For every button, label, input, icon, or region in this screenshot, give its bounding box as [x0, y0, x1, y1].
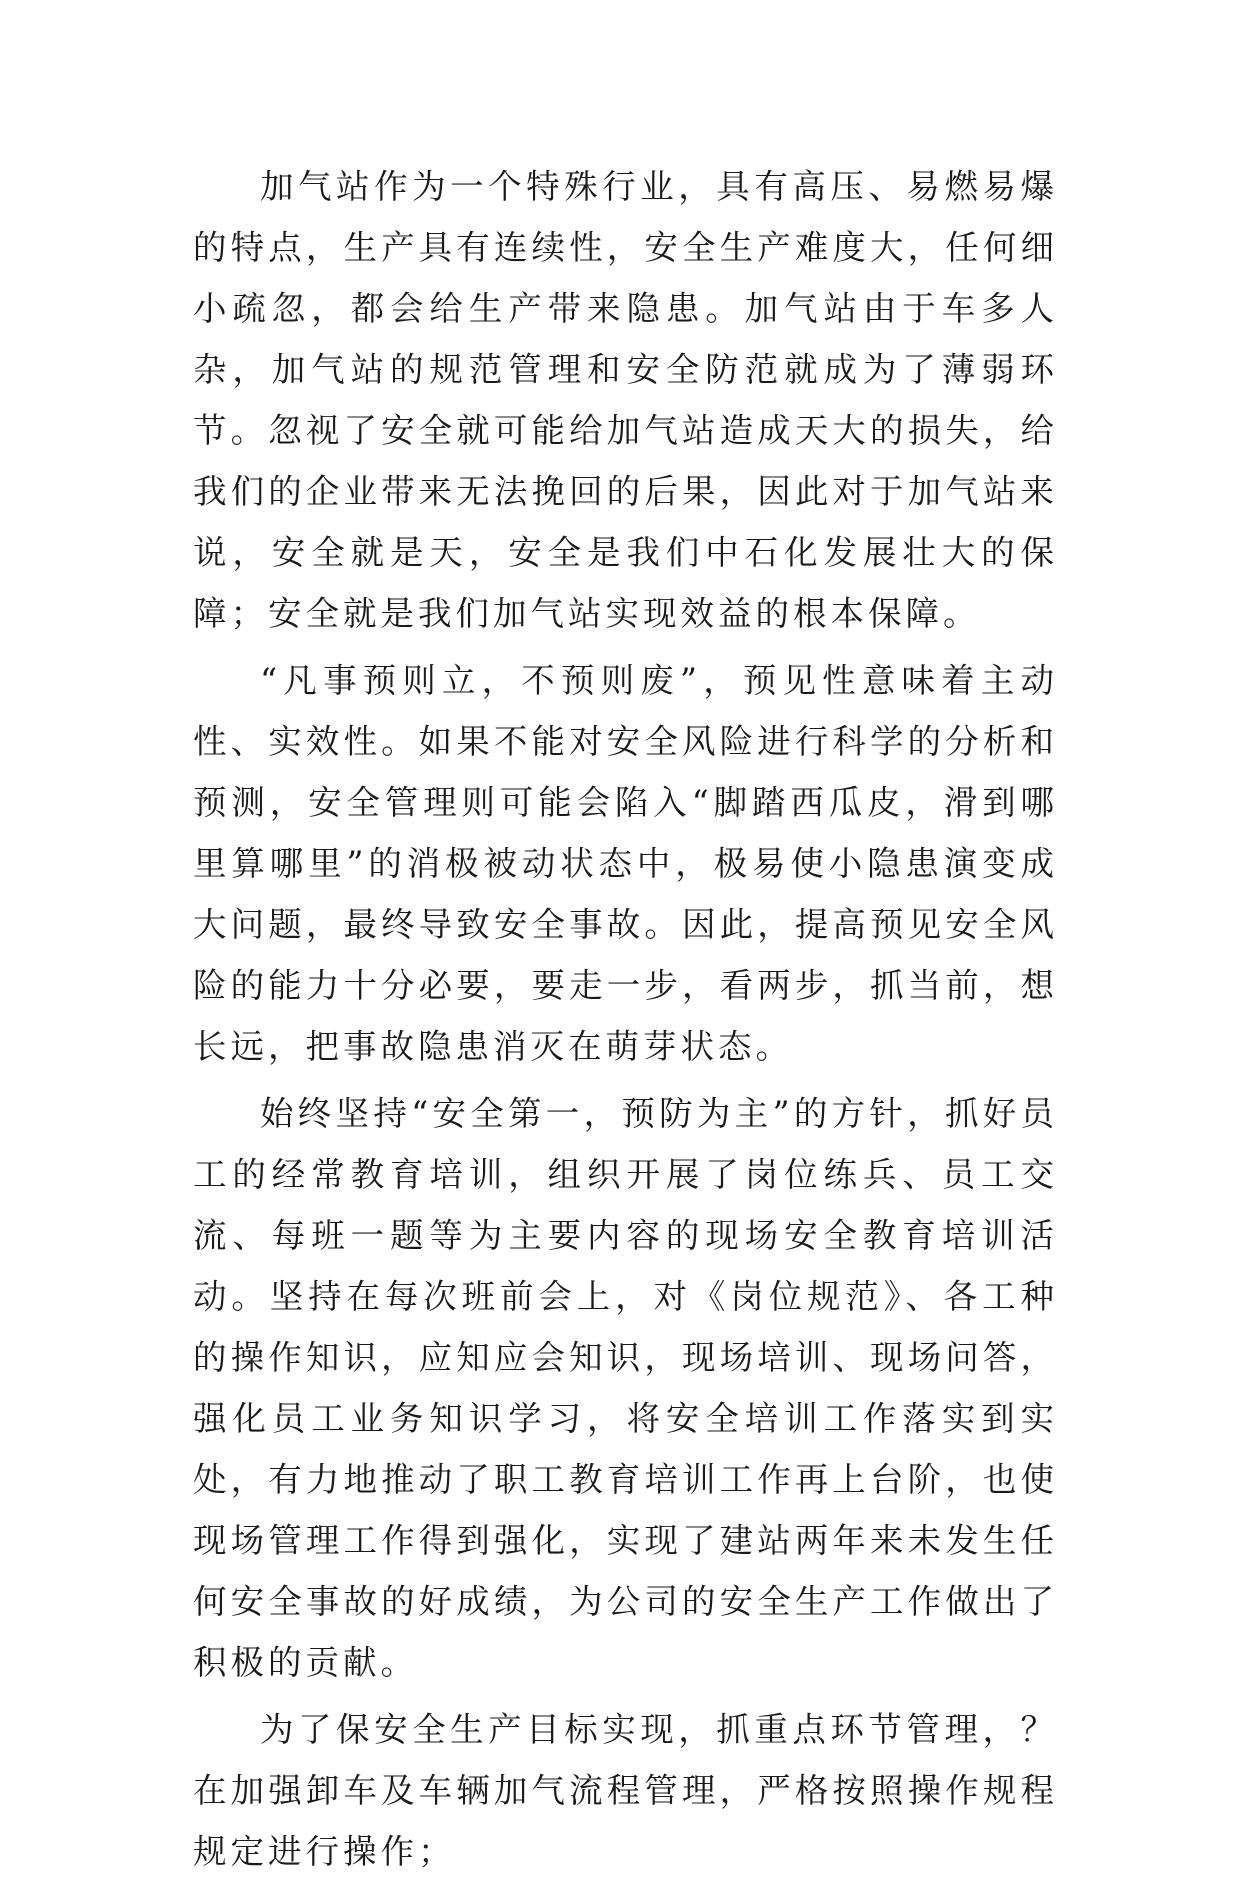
document-body	[193, 156, 1058, 1882]
paragraph-key-process-management: 为了保安全生产目标实现，抓重点环节管理，？在加强卸车及车辆加气流程管理，严格按照操作规程规定进行操作；	[193, 1710, 1058, 1871]
paragraph-risk-foresight: “凡事预则立，不预则废”，预见性意味着主动性、实效性。如果不能对安全风险进行科学的分析和预测，安全管理则可能会陷入“脚踏西瓜皮，滑到哪里算哪里”的消极被动状态中，极易使小隐患演变成大问题，最终导致安全事故。因此，提高预见安全风险的能力十分必要，要走一步，看两步，抓当前，想长远，把事故隐患消灭在萌芽状态。	[193, 661, 1058, 1066]
paragraph-staff-training: 始终坚持“安全第一，预防为主”的方针，抓好员工的经常教育培训，组织开展了岗位练兵、员工交流、每班一题等为主要内容的现场安全教育培训活动。坚持在每次班前会上，对《岗位规范》、各工种的操作知识，应知应会知识，现场培训、现场问答，强化员工业务知识学习，将安全培训工作落实到实处，有力地推动了职工教育培训工作再上台阶，也使现场管理工作得到强化，实现了建站两年来未发生任何安全事故的好成绩，为公司的安全生产工作做出了积极的贡献。	[193, 1094, 1058, 1682]
paragraph-safety-importance: 加气站作为一个特殊行业，具有高压、易燃易爆的特点，生产具有连续性，安全生产难度大，任何细小疏忽，都会给生产带来隐患。加气站由于车多人杂，加气站的规范管理和安全防范就成为了薄弱环节。忽视了安全就可能给加气站造成天大的损失，给我们的企业带来无法挽回的后果，因此对于加气站来说，安全就是天，安全是我们中石化发展壮大的保障；安全就是我们加气站实现效益的根本保障。	[193, 167, 1058, 633]
